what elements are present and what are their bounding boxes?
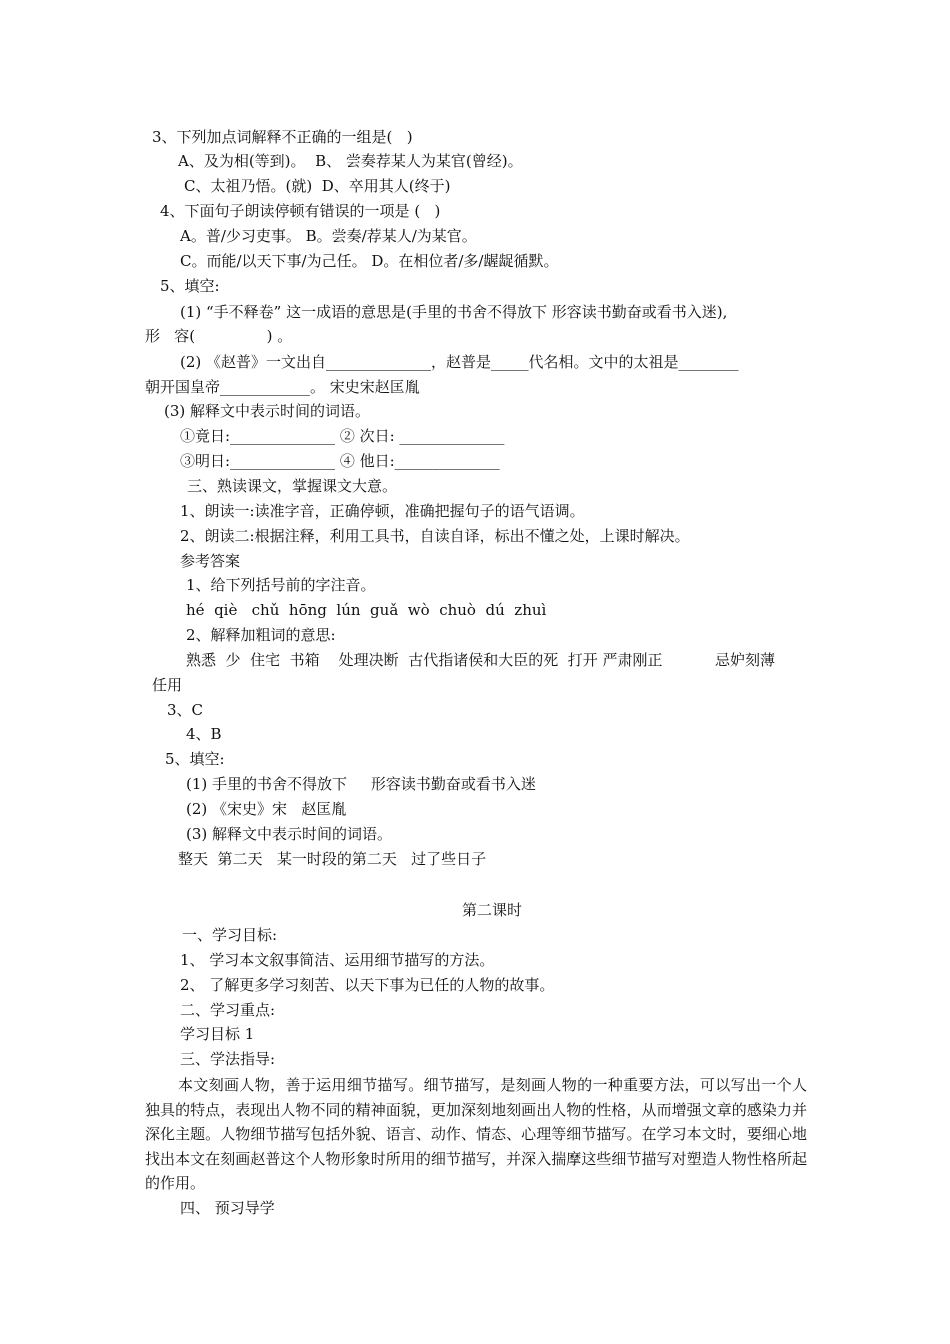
answer-1-pinyin: hé qiè chǔ hōng lún guǎ wò chuò dú zhuì <box>186 601 547 619</box>
method-guide-paragraph: 本文刻画人物，善于运用细节描写。细节描写，是刻画人物的一种重要方法，可以写出一个人独具的特点，表现出人物不同的精神面貌，更加深刻地刻画出人物的性格，从而增强文章的感染力并深化主题。人物细节描写包括外貌、语言、动作、情态、心理等细节描写。在学习本文时，要细心地找出本文在刻画赵普这个人物形象时所用的细节描写，并深入揣摩这些细节描写对塑造人物性格所起的作用。 <box>145 1076 807 1192</box>
answer-5-time-words: 整天 第二天 某一时段的第二天 过了些日子 <box>178 850 487 868</box>
question-3-options-ab: A、及为相(等到)。 B、 尝奏荐某人为某官(曾经)。 <box>178 152 523 170</box>
answer-2: 2、解释加粗词的意思: <box>186 626 336 644</box>
answer-2-definitions-cont: 任用 <box>152 676 183 694</box>
question-3: 3、下列加点词解释不正确的一组是( ) <box>152 128 413 146</box>
question-5: 5、填空: <box>160 277 220 295</box>
question-4-options-ab: A。普/少习吏事。 B。尝奏/荐某人/为某官。 <box>180 227 477 245</box>
learning-focus-item: 学习目标 1 <box>180 1025 255 1043</box>
question-5-part-2: (2) 《赵普》一文出自______________，赵普是_____代名相。文中的太祖是________ <box>180 353 739 371</box>
time-words-row-2: ③明日:______________ ④ 他日:______________ <box>180 452 500 470</box>
question-4: 4、下面句子朗读停顿有错误的一项是 ( ) <box>160 202 441 220</box>
preview-guide-heading: 四、 预习导学 <box>180 1199 275 1217</box>
answer-3: 3、C <box>167 701 204 719</box>
reference-answers-heading: 参考答案 <box>180 552 241 570</box>
question-5-part-1: (1) “手不释卷” 这一成语的意思是(手里的书舍不得放下 形容读书勤奋或看书入迷), <box>180 303 728 321</box>
lesson-2-title: 第二课时 <box>462 901 523 919</box>
section-3-heading: 三、熟读课文，掌握课文大意。 <box>187 477 398 495</box>
answer-4: 4、B <box>186 725 222 743</box>
learning-goal-1: 1、 学习本文叙事简洁、运用细节描写的方法。 <box>180 951 495 969</box>
question-3-options-cd: C、太祖乃悟。(就) D、卒用其人(终于) <box>184 177 451 195</box>
reading-step-2: 2、朗读二:根据注释，利用工具书，自读自译，标出不懂之处，上课时解决。 <box>180 527 690 545</box>
answer-5-part-2: (2) 《宋史》宋 赵匡胤 <box>186 800 347 818</box>
question-5-part-3: (3) 解释文中表示时间的词语。 <box>164 402 371 420</box>
learning-goal-2: 2、 了解更多学习刻苦、以天下事为已任的人物的故事。 <box>180 976 555 994</box>
answer-2-definitions: 熟悉 少 住宅 书箱 处理决断 古代指诸侯和大臣的死 打开 严肃刚正 忌妒刻薄 <box>186 651 775 669</box>
answer-5-part-1: (1) 手里的书舍不得放下 形容读书勤奋或看书入迷 <box>186 775 536 793</box>
answer-5-part-3: (3) 解释文中表示时间的词语。 <box>186 825 393 843</box>
question-4-options-cd: C。而能/以天下事/为己任。 D。在相位者/多/龌龊循默。 <box>180 252 559 270</box>
time-words-row-1: ①竟日:______________ ② 次日: ______________ <box>180 427 505 445</box>
learning-focus-heading: 二、学习重点: <box>180 1001 276 1019</box>
question-5-part-2-cont: 朝开国皇帝____________。 宋史宋赵匡胤 <box>145 378 420 396</box>
question-5-part-1-cont: 形 容( ) 。 <box>145 327 293 345</box>
answer-5: 5、填空: <box>165 750 225 768</box>
answer-1: 1、给下列括号前的字注音。 <box>186 576 376 594</box>
method-guide-heading: 三、学法指导: <box>180 1050 276 1068</box>
reading-step-1: 1、朗读一:读准字音，正确停顿，准确把握句子的语气语调。 <box>180 502 585 520</box>
learning-goals-heading: 一、学习目标: <box>182 926 278 944</box>
